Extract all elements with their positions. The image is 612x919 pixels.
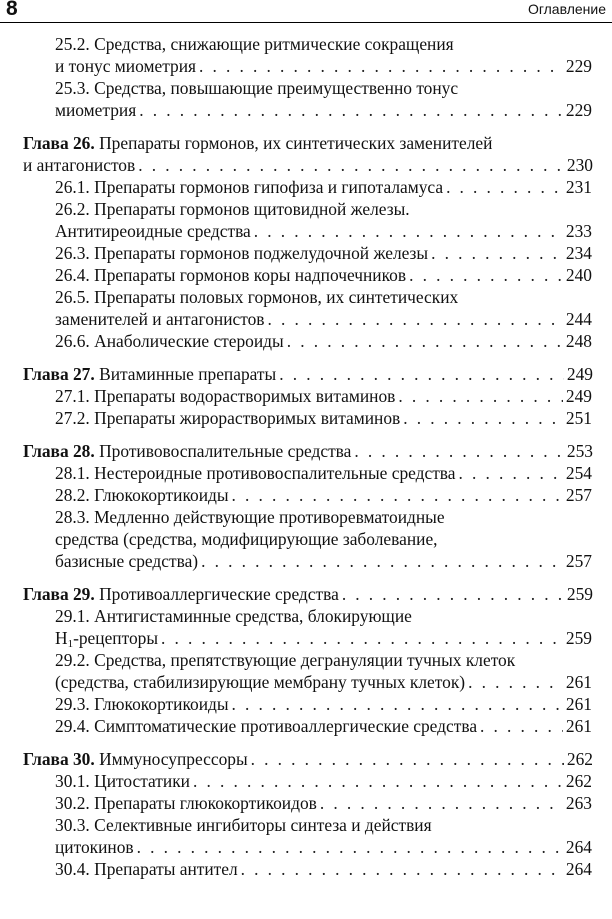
leader-dots	[251, 748, 564, 770]
page-ref: 259	[566, 584, 593, 604]
toc-entry-28-3-cont2[interactable]: базисные средства) . . . 257	[55, 550, 592, 572]
toc-entry-25-2[interactable]: 25.2. Средства, снижающие ритмические сокращения	[55, 34, 454, 54]
toc-chapter-28[interactable]: Глава 28. Противовоспалительные средства . . . 253	[23, 440, 593, 462]
toc-entry-28-3[interactable]: 28.3. Медленно действующие противоревматоидные	[55, 507, 445, 527]
toc-entry-25-3[interactable]: 25.3. Средства, повышающие преимущественно тонус	[55, 78, 459, 98]
leader-dots	[342, 583, 564, 605]
page-ref: 253	[566, 441, 593, 461]
page-ref: 257	[565, 551, 592, 571]
toc-entry-30-2[interactable]: 30.2. Препараты глюкокортикоидов . . . 263	[55, 792, 592, 814]
leader-dots	[199, 55, 563, 77]
toc-chapter-26-cont[interactable]: и антагонистов . . . 230	[23, 154, 593, 176]
toc-chapter-30[interactable]: Глава 30. Иммуносупрессоры . . . 262	[23, 748, 593, 770]
leader-dots	[446, 176, 563, 198]
leader-dots	[241, 858, 563, 880]
page-ref: 261	[565, 694, 592, 714]
toc-entry-29-4[interactable]: 29.4. Симптоматические противоаллергические средства . . . 261	[55, 715, 592, 737]
leader-dots	[279, 363, 564, 385]
leader-dots	[139, 99, 563, 121]
leader-dots	[320, 792, 563, 814]
leader-dots	[254, 220, 563, 242]
header-rule	[0, 22, 612, 23]
toc-entry-29-1-cont[interactable]: $H_1$-рецепторы . . . 259	[55, 627, 592, 649]
chapter-label: Глава 27.	[23, 364, 95, 384]
toc-entry-26-6[interactable]: 26.6. Анаболические стероиды . . . 248	[55, 330, 592, 352]
toc-entry-26-5[interactable]: 26.5. Препараты половых гормонов, их синтетических	[55, 287, 459, 307]
page-ref: 249	[565, 386, 592, 406]
page-ref: 234	[565, 243, 592, 263]
leader-dots	[201, 550, 563, 572]
toc-entry-26-1[interactable]: 26.1. Препараты гормонов гипофиза и гипоталамуса . . . 231	[55, 176, 592, 198]
spacer	[0, 572, 612, 583]
page-ref: 244	[565, 309, 592, 329]
page-ref: 261	[565, 716, 592, 736]
page-ref: 251	[565, 408, 592, 428]
leader-dots	[409, 264, 563, 286]
toc-entry-29-2-cont[interactable]: (средства, стабилизирующие мембрану тучных клеток) . . . 261	[55, 671, 592, 693]
page-ref: 230	[566, 155, 593, 175]
toc-entry-26-3[interactable]: 26.3. Препараты гормонов поджелудочной железы . . . 234	[55, 242, 592, 264]
toc-entry-27-1[interactable]: 27.1. Препараты водорастворимых витаминов . . . 249	[55, 385, 592, 407]
page-ref: 248	[565, 331, 592, 351]
spacer	[0, 352, 612, 363]
spacer	[0, 121, 612, 132]
chapter-label: Глава 26.	[23, 133, 95, 153]
toc-chapter-27[interactable]: Глава 27. Витаминные препараты . . . 249	[23, 363, 593, 385]
page-ref: 231	[565, 177, 592, 197]
chapter-label: Глава 29.	[23, 584, 95, 604]
page-ref: 261	[565, 672, 592, 692]
leader-dots	[468, 671, 563, 693]
chapter-label: Глава 30.	[23, 749, 95, 769]
toc-entry-30-3-cont[interactable]: цитокинов . . . 264	[55, 836, 592, 858]
leader-dots	[232, 693, 563, 715]
toc-entry-29-1[interactable]: 29.1. Антигистаминные средства, блокирующие	[55, 606, 412, 626]
toc-entry-29-2[interactable]: 29.2. Средства, препятствующие дегрануляции тучных клеток	[55, 650, 516, 670]
toc-chapter-29[interactable]: Глава 29. Противоаллергические средства . . . 259	[23, 583, 593, 605]
leader-dots	[354, 440, 564, 462]
leader-dots	[138, 154, 564, 176]
toc-entry-30-1[interactable]: 30.1. Цитостатики . . . 262	[55, 770, 592, 792]
toc-entry-25-3-cont[interactable]: миометрия . . . 229	[55, 99, 592, 121]
toc-entry-27-2[interactable]: 27.2. Препараты жирорастворимых витаминов . . . 251	[55, 407, 592, 429]
leader-dots	[398, 385, 563, 407]
page-ref: 257	[565, 485, 592, 505]
page-ref: 264	[565, 859, 592, 879]
toc-entry-26-2[interactable]: 26.2. Препараты гормонов щитовидной железы.	[55, 199, 410, 219]
toc-entry-28-1[interactable]: 28.1. Нестероидные противовоспалительные средства . . . 254	[55, 462, 592, 484]
leader-dots	[287, 330, 563, 352]
page-ref: 229	[565, 56, 592, 76]
leader-dots	[459, 462, 563, 484]
leader-dots	[137, 836, 563, 858]
toc-entry-28-2[interactable]: 28.2. Глюкокортикоиды . . . 257	[55, 484, 592, 506]
page-ref: 233	[565, 221, 592, 241]
page-ref: 263	[565, 793, 592, 813]
page-number: 8	[6, 0, 18, 20]
spacer	[0, 429, 612, 440]
section-title: Оглавление	[527, 1, 606, 17]
page-ref: 240	[565, 265, 592, 285]
page-ref: 264	[565, 837, 592, 857]
leader-dots	[403, 407, 563, 429]
toc-entry-30-3[interactable]: 30.3. Селективные ингибиторы синтеза и действия	[55, 815, 432, 835]
leader-dots	[232, 484, 563, 506]
toc-entry-29-3[interactable]: 29.3. Глюкокортикоиды . . . 261	[55, 693, 592, 715]
toc-entry-25-2-cont[interactable]: и тонус миометрия . . . 229	[55, 55, 592, 77]
chapter-label: Глава 28.	[23, 441, 95, 461]
leader-dots	[480, 715, 563, 737]
toc-chapter-26[interactable]: Глава 26. Препараты гормонов, их синтетических заменителей	[23, 133, 493, 153]
spacer	[0, 737, 612, 748]
toc-entry-30-4[interactable]: 30.4. Препараты антител . . . 264	[55, 858, 592, 880]
leader-dots	[161, 627, 563, 649]
page-ref: 229	[565, 100, 592, 120]
page-ref: 262	[565, 771, 592, 791]
running-header	[0, 0, 612, 26]
toc-entry-26-5-cont[interactable]: заменителей и антагонистов . . . 244	[55, 308, 592, 330]
leader-dots	[268, 308, 563, 330]
leader-dots	[431, 242, 563, 264]
table-of-contents	[0, 33, 612, 880]
page-ref: 249	[566, 364, 593, 384]
toc-entry-26-2-cont[interactable]: Антитиреоидные средства . . . 233	[55, 220, 592, 242]
page-ref: 254	[565, 463, 592, 483]
toc-entry-28-3-cont[interactable]: средства (средства, модифицирующие заболевание,	[55, 529, 438, 549]
toc-entry-26-4[interactable]: 26.4. Препараты гормонов коры надпочечников . . . 240	[55, 264, 592, 286]
page-ref: 262	[566, 749, 593, 769]
page-ref: 259	[565, 628, 592, 648]
leader-dots	[193, 770, 563, 792]
